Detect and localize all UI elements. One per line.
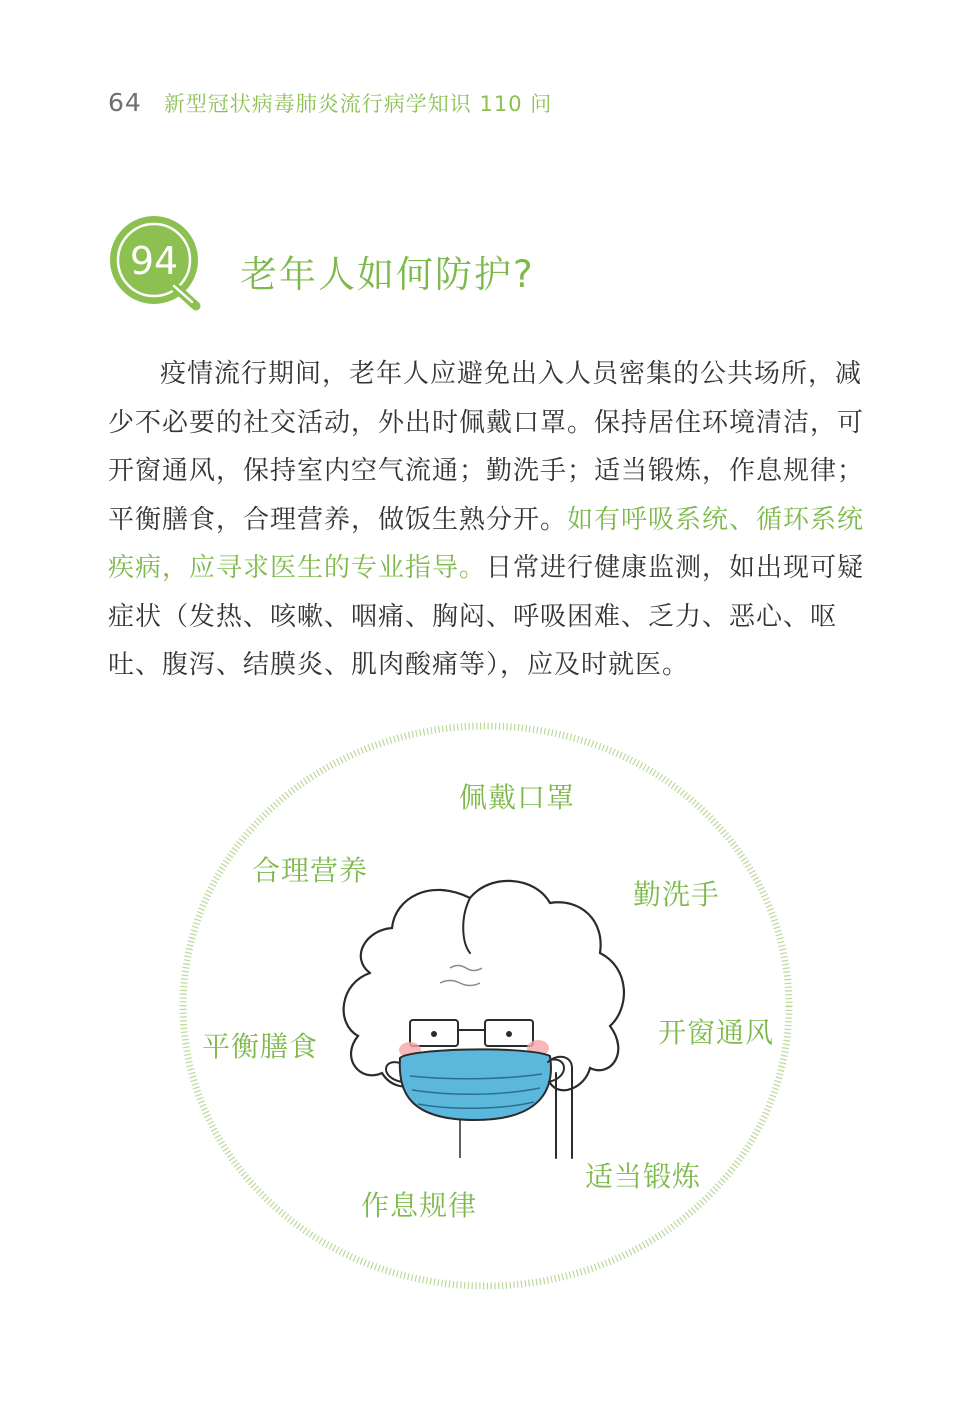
tip-nutrition: 合理营养 — [252, 854, 369, 887]
tip-ventilate: 开窗通风 — [658, 1016, 775, 1049]
protection-tips-illustration — [176, 718, 796, 1293]
elderly-woman-wearing-mask-icon — [310, 858, 640, 1178]
tip-wear-mask: 佩戴口罩 — [459, 781, 576, 814]
left-eye — [431, 1031, 437, 1037]
tip-balanced-diet: 平衡膳食 — [202, 1030, 319, 1063]
tip-exercise: 适当锻炼 — [585, 1160, 702, 1193]
question-number: 94 — [129, 239, 179, 283]
face-mask — [400, 1049, 551, 1120]
forehead-wrinkle-2 — [440, 981, 480, 986]
tip-wash-hands: 勤洗手 — [633, 878, 721, 911]
right-eye — [506, 1031, 512, 1037]
forehead-wrinkle — [450, 966, 482, 971]
body-text-segment: 疫情流行期间，老年人应避免出入人员密集的公共场所，减少不必要的社交活动，外出时佩戴口罩。保持居住环境清洁，可开窗通风，保持室内空气流通；勤洗手；适当锻炼，作息规律；平衡膳食，合理营养，做饭生熟分开。 — [108, 359, 865, 535]
running-header — [108, 88, 552, 118]
hair-parting — [463, 898, 470, 953]
body-paragraph — [108, 350, 880, 690]
body-text-segment: 日常进行健康监测，如出现可疑症状（发热、咳嗽、咽痛、胸闷、呼吸困难、乏力、恶心、呕吐、腹泻、结膜炎、肌肉酸痛等），应及时就医。 — [108, 553, 865, 680]
highlighted-advice: 如有呼吸系统、循环系统疾病，应寻求医生的专业指导。 — [108, 504, 865, 583]
question-number-badge — [104, 212, 210, 312]
book-title: 新型冠状病毒肺炎流行病学知识 110 问 — [163, 92, 553, 116]
question-title: 老年人如何防护? — [240, 253, 535, 296]
tip-regular-routine: 作息规律 — [361, 1189, 478, 1222]
page-number: 64 — [108, 88, 142, 117]
